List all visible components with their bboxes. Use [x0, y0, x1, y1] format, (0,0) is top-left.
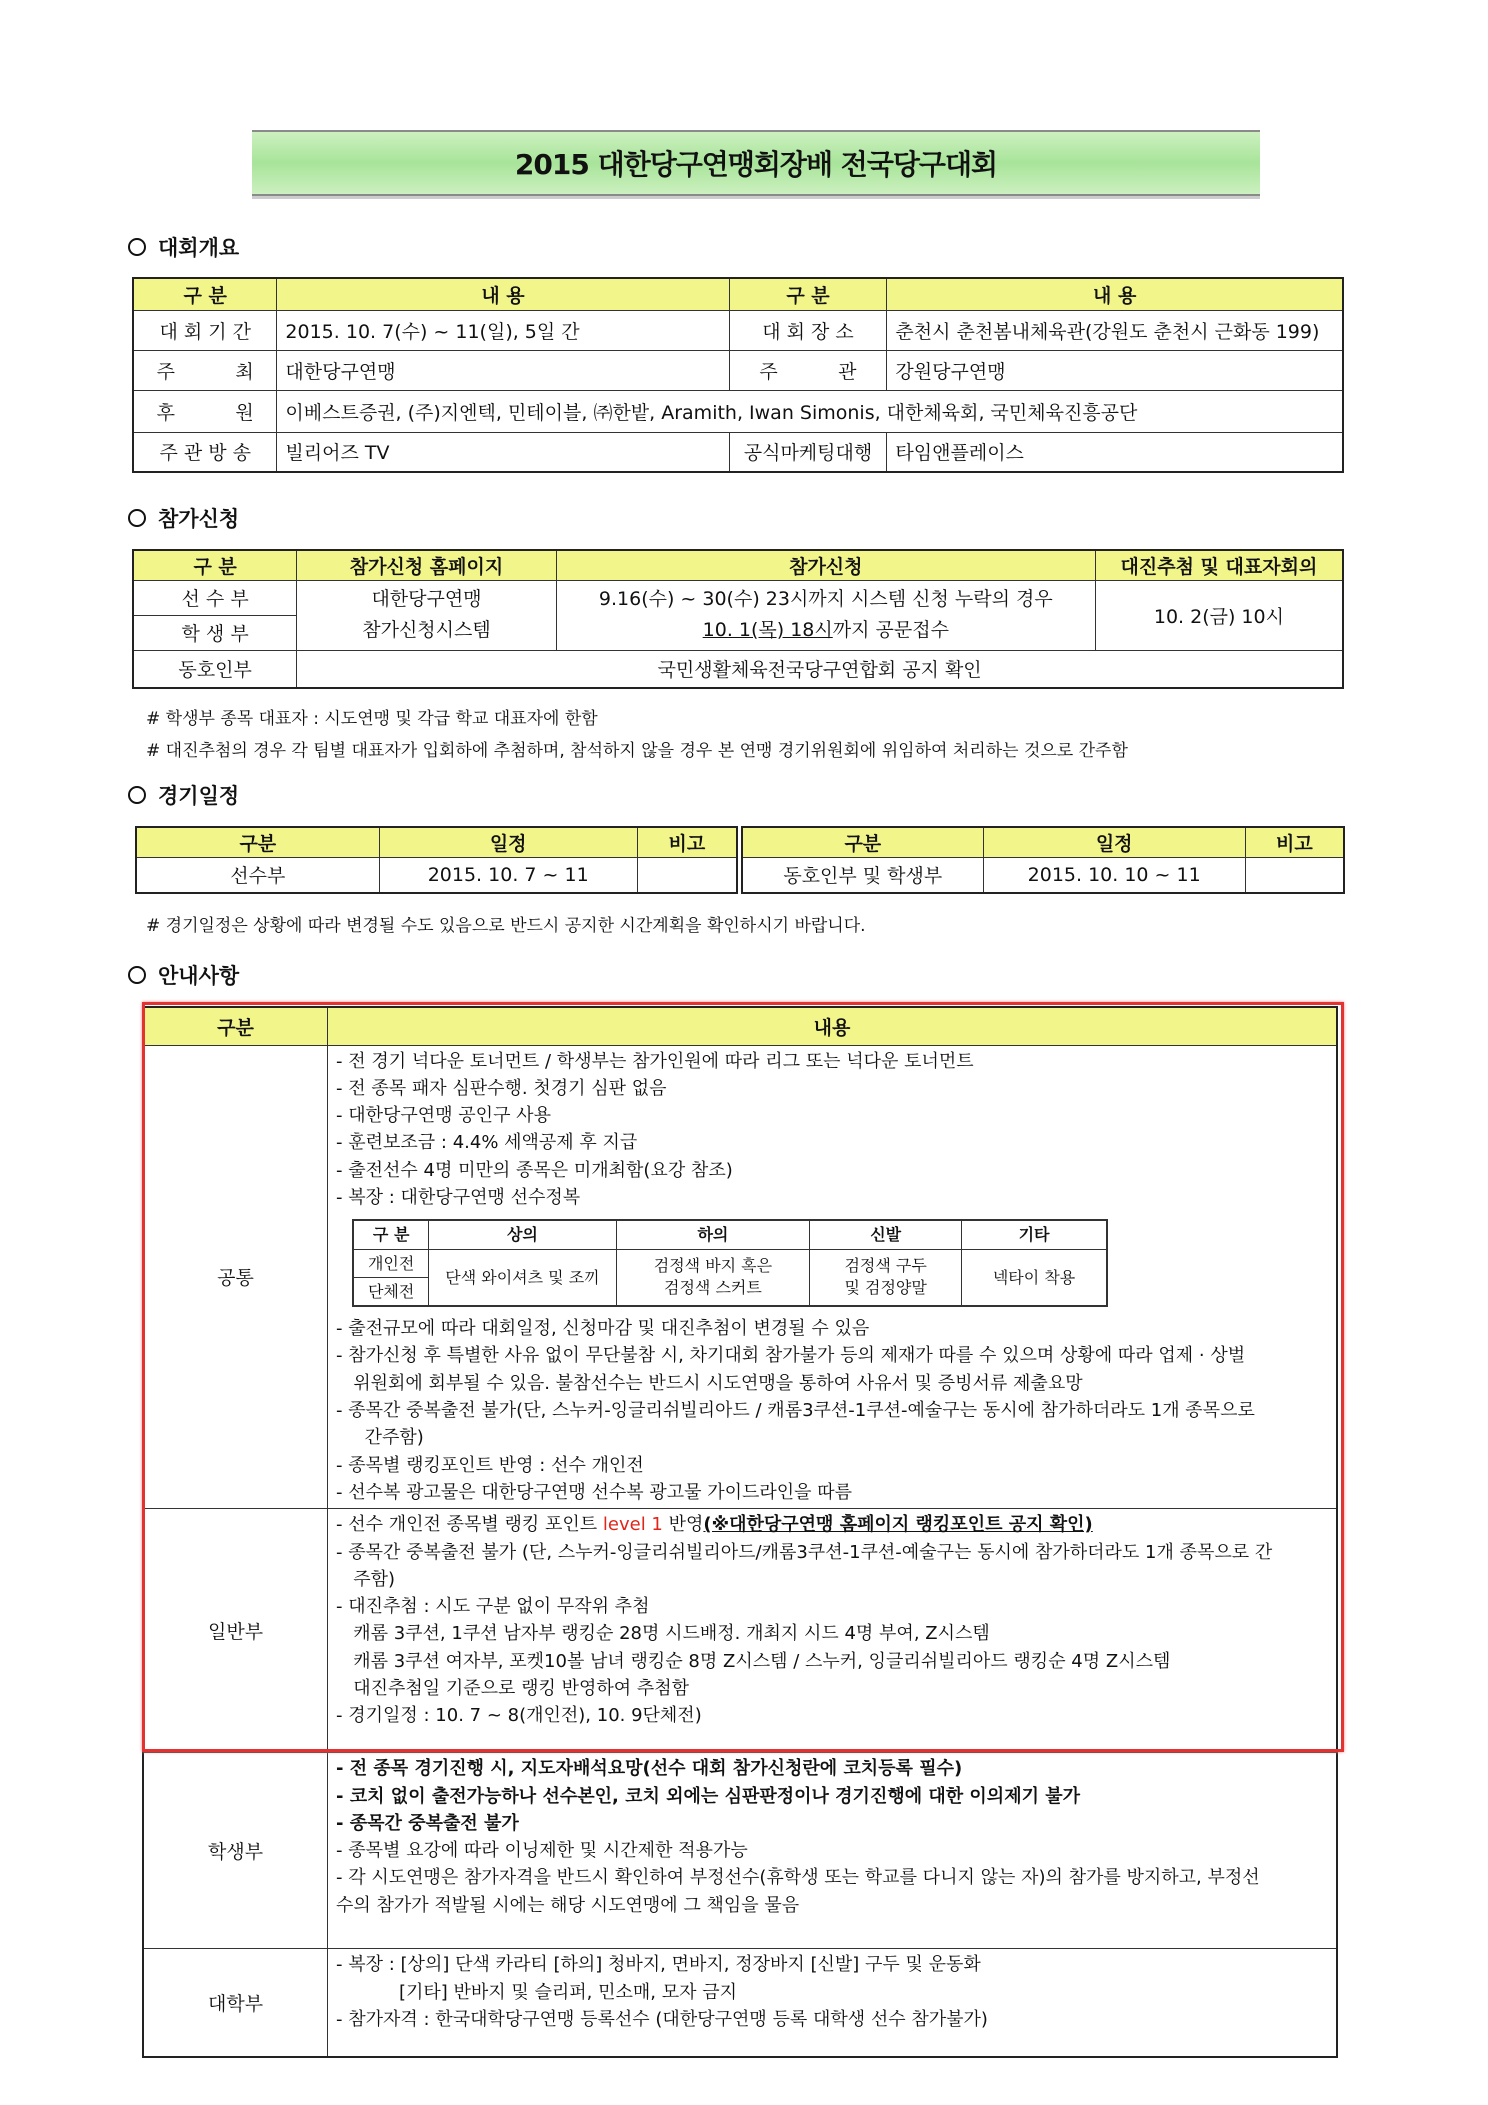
header-date: 일정 — [379, 827, 637, 857]
header-gubun: 구분 — [143, 1007, 328, 1045]
circle-bullet-icon — [128, 509, 146, 527]
dress-label-individual: 개인전 — [353, 1249, 429, 1277]
dress-label-team: 단체전 — [353, 1277, 429, 1306]
schedule-table-right — [741, 826, 1345, 894]
circle-bullet-icon — [128, 786, 146, 804]
dress-top: 단색 와이셔츠 및 조끼 — [429, 1249, 616, 1306]
overview-table — [132, 277, 1344, 473]
header-gubun: 구 분 — [133, 550, 297, 580]
label-club-division: 동호인부 — [133, 650, 297, 688]
header-draw: 대진추첨 및 대표자회의 — [1095, 550, 1343, 580]
label-marketing: 공식마케팅대행 — [729, 432, 887, 472]
value-sponsor: 이베스트증권, (주)지엔텍, 민테이블, ㈜한밭, Aramith, Iwan Simonis, 대한체육회, 국민체육진흥공단 — [277, 390, 1343, 432]
value-venue: 춘천시 춘천봄내체육관(강원도 춘천시 근화동 199) — [887, 310, 1343, 350]
common-content: - 전 경기 넉다운 토너먼트 / 학생부는 참가인원에 따라 리그 또는 넉다운 토너먼트 - 전 종목 패자 심판수행. 첫경기 심판 없음 - 대한당구연맹 공인구 사용 - 훈련보조금 : 4.4% 세액공제 후 지급 - 출전선수 4명 미만의 종목은 미개최함(요강 참조) - 복장 : 대한당구연맹 선수정복 구 분 상의 하의 신발 기타 개인전 단색 와이셔츠 및 조끼 검정색 바지 혹은 검정색 스커트 검정색 구두 및 검정양말 넥타이 착용 단체전 - 출전규모에 따라 대회일정, 신청마감 및 대진추첨이 변경될 수 있음 - 참가신청 후 특별한 사유 없이 무단불참 시, 차기대회 참가불가 등의 제재가 따를 수 있으며 상황에 따라 업제 · 상벌 위원회에 회부될 수 있음. 불참선수는 반드시 시도연맹을 통하여 사유서 및 증빙서류 제출요망 - 종목간 중복출전 불가(단, 스누커-잉글리쉬빌리아드 / 캐롬3쿠션-1쿠션-예술구는 동시에 참가하더라도 1개 종목으로 간주함) - 종목별 랭킹포인트 반영 : 선수 개인전 - 선수복 광고물은 대한당구연맹 선수복 광고물 가이드라인을 따름 — [328, 1045, 1337, 1509]
note-student-rep: # 학생부 종목 대표자 : 시도연맹 및 각급 학교 대표자에 한함 — [146, 709, 598, 729]
label-period: 대 회 기 간 — [133, 310, 277, 350]
note-draw: # 대진추첨의 경우 각 팀별 대표자가 입회하에 추첨하며, 참석하지 않을 경우 본 연맹 경기위원회에 위임하여 처리하는 것으로 간주함 — [146, 741, 1128, 761]
apply-cell: 9.16(수) ~ 30(수) 23시까지 시스템 신청 누락의 경우 10. 1(목) 18시까지 공문접수 — [556, 580, 1095, 650]
schedule-club-label: 동호인부 및 학생부 — [742, 857, 983, 893]
dress-header-top: 상의 — [429, 1220, 616, 1249]
dress-shoes: 검정색 구두 및 검정양말 — [810, 1249, 962, 1306]
value-period: 2015. 10. 7(수) ~ 11(일), 5일 간 — [277, 310, 729, 350]
value-marketing: 타임앤플레이스 — [887, 432, 1343, 472]
label-student: 학생부 — [143, 1753, 328, 1949]
registration-table — [132, 549, 1344, 689]
club-notice: 국민생활체육전국당구연합회 공지 확인 — [297, 650, 1343, 688]
label-host: 주 최 — [133, 350, 277, 390]
header-gubun: 구분 — [742, 827, 983, 857]
dress-header-gubun: 구 분 — [353, 1220, 429, 1249]
header-content-2: 내 용 — [887, 278, 1343, 310]
schedule-player-remarks — [637, 857, 737, 893]
schedule-table-left — [135, 826, 738, 894]
header-content: 내용 — [328, 1007, 1337, 1045]
header-gubun: 구분 — [136, 827, 379, 857]
label-general: 일반부 — [143, 1509, 328, 1753]
draw-date: 10. 2(금) 10시 — [1095, 580, 1343, 650]
label-student-division: 학 생 부 — [133, 615, 297, 650]
circle-bullet-icon — [128, 966, 146, 984]
section-overview-heading: 대회개요 — [128, 232, 239, 262]
label-common: 공통 — [143, 1045, 328, 1509]
student-content: - 전 종목 경기진행 시, 지도자배석요망(선수 대회 참가신청란에 코치등록 필수) - 코치 없이 출전가능하나 선수본인, 코치 외에는 심판판정이나 경기진행에 대한 이의제기 불가 - 종목간 중복출전 불가 - 종목별 요강에 따라 이닝제한 및 시간제한 적용가능 - 각 시도연맹은 참가자격을 반드시 확인하여 부정선수(휴학생 또는 학교를 다니지 않는 자)의 참가를 방지하고, 부정선 수의 참가가 적발될 시에는 해당 시도연맹에 그 책임을 물음 — [328, 1753, 1337, 1949]
schedule-club-remarks — [1245, 857, 1344, 893]
section-schedule-heading: 경기일정 — [128, 780, 239, 810]
label-venue: 대 회 장 소 — [729, 310, 887, 350]
dress-header-etc: 기타 — [962, 1220, 1108, 1249]
schedule-club-date: 2015. 10. 10 ~ 11 — [983, 857, 1245, 893]
header-content: 내 용 — [277, 278, 729, 310]
header-gubun: 구 분 — [133, 278, 277, 310]
header-remarks: 비고 — [637, 827, 737, 857]
label-university: 대학부 — [143, 1949, 328, 2057]
page-title: 2015 대한당구연맹회장배 전국당구대회 — [514, 148, 998, 181]
schedule-player-label: 선수부 — [136, 857, 379, 893]
header-apply: 참가신청 — [556, 550, 1095, 580]
label-sponsor: 후 원 — [133, 390, 277, 432]
guide-table — [142, 1006, 1338, 2058]
value-broadcast: 빌리어즈 TV — [277, 432, 729, 472]
homepage-cell: 대한당구연맹 참가신청시스템 — [297, 580, 557, 650]
value-organizer: 강원당구연맹 — [887, 350, 1343, 390]
value-host: 대한당구연맹 — [277, 350, 729, 390]
label-broadcast: 주 관 방 송 — [133, 432, 277, 472]
header-gubun-2: 구 분 — [729, 278, 887, 310]
section-registration-heading: 참가신청 — [128, 503, 239, 533]
dress-etc: 넥타이 착용 — [962, 1249, 1108, 1306]
dress-header-shoes: 신발 — [810, 1220, 962, 1249]
label-organizer: 주 관 — [729, 350, 887, 390]
schedule-player-date: 2015. 10. 7 ~ 11 — [379, 857, 637, 893]
title-banner — [252, 130, 1260, 196]
header-homepage: 참가신청 홈페이지 — [297, 550, 557, 580]
label-player-division: 선 수 부 — [133, 580, 297, 615]
general-content: - 선수 개인전 종목별 랭킹 포인트 level 1 반영(※대한당구연맹 홈페이지 랭킹포인트 공지 확인) - 종목간 중복출전 불가 (단, 스누커-잉글리쉬빌리아드/캐롬3쿠션-1쿠션-예술구는 동시에 참가하더라도 1개 종목으로 간 주함) - 대진추첨 : 시도 구분 없이 무작위 추첨 캐롬 3쿠션, 1쿠션 남자부 랭킹순 28명 시드배정. 개최지 시드 4명 부여, Z시스템 캐롬 3쿠션 여자부, 포켓10볼 남녀 랭킹순 8명 Z시스템 / 스누커, 잉글리쉬빌리아드 랭킹순 4명 Z시스템 대진추첨일 기준으로 랭킹 반영하여 추첨함 - 경기일정 : 10. 7 ~ 8(개인전), 10. 9단체전) — [328, 1509, 1337, 1753]
dress-bottom: 검정색 바지 혹은 검정색 스커트 — [616, 1249, 810, 1306]
circle-bullet-icon — [128, 238, 146, 256]
dress-header-bottom: 하의 — [616, 1220, 810, 1249]
header-remarks: 비고 — [1245, 827, 1344, 857]
note-schedule-change: # 경기일정은 상황에 따라 변경될 수도 있음으로 반드시 공지한 시간계획을 확인하시기 바랍니다. — [146, 916, 866, 936]
university-content: - 복장 : [상의] 단색 카라티 [하의] 청바지, 면바지, 정장바지 [신발] 구두 및 운동화 [기타] 반바지 및 슬리퍼, 민소매, 모자 금지 - 참가자격 : 한국대학당구연맹 등록선수 (대한당구연맹 등록 대학생 선수 참가불가) — [328, 1949, 1337, 2057]
dress-code-table — [352, 1219, 1108, 1307]
header-date: 일정 — [983, 827, 1245, 857]
section-guide-heading: 안내사항 — [128, 960, 239, 990]
